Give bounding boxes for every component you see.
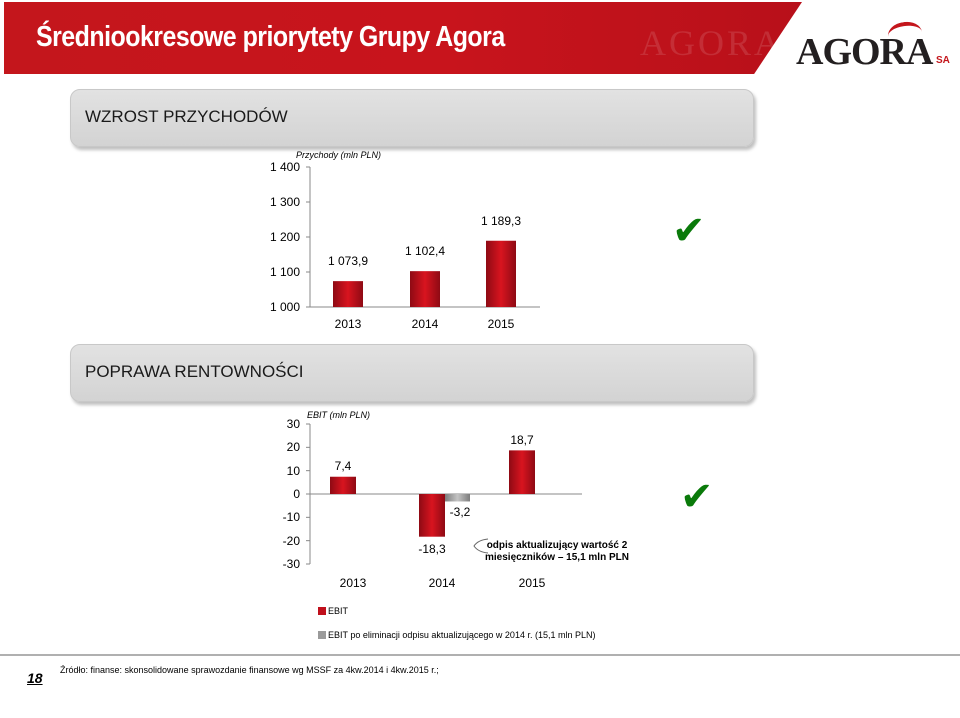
logo-suffix: SA <box>936 55 950 66</box>
data-label: 1 073,9 <box>327 254 369 269</box>
section-banner-revenue <box>70 89 754 147</box>
bar-adjusted <box>445 494 470 501</box>
y-tick-label: -10 <box>282 510 300 525</box>
data-label: 1 189,3 <box>480 213 522 228</box>
y-tick-label: 10 <box>286 463 300 478</box>
x-tick-label: 2013 <box>339 576 367 590</box>
x-tick-label: 2015 <box>487 317 515 331</box>
logo-swoosh-icon <box>886 20 923 48</box>
footer-divider <box>0 654 960 656</box>
data-label: 18,7 <box>510 433 534 447</box>
legend-label: EBIT <box>328 606 349 616</box>
section-title-revenue: WZROST PRZYCHODÓW <box>85 107 288 126</box>
legend-swatch <box>318 631 326 639</box>
bar <box>330 477 356 494</box>
chart-title: Przychody (mln PLN) <box>296 150 382 160</box>
header-watermark: AGORA <box>640 23 784 63</box>
legend-label: EBIT po eliminacji odpisu aktualizującego w 2014 r. (15,1 mln PLN) <box>328 630 596 640</box>
header <box>0 0 960 76</box>
y-tick-label: 1 300 <box>269 195 300 209</box>
logo-text: AGORA <box>796 31 933 73</box>
bar <box>410 271 440 307</box>
source-note: Źródło: finanse: skonsolidowane sprawozdanie finansowe wg MSSF za 4kw.2014 i 4kw.2015 r.; <box>60 665 439 675</box>
bar <box>333 281 363 307</box>
bar <box>486 241 516 307</box>
page-title: Średniookresowe priorytety Grupy Agora <box>36 21 505 53</box>
data-label: 1 102,4 <box>404 244 446 259</box>
x-tick-label: 2015 <box>518 576 546 590</box>
y-tick-label: -30 <box>282 557 300 571</box>
y-tick-label: 1 200 <box>269 230 300 244</box>
chart-title: EBIT (mln PLN) <box>307 410 371 420</box>
y-tick-label: 1 000 <box>269 300 300 314</box>
y-tick-label: 20 <box>286 440 300 455</box>
y-tick-label: -20 <box>282 533 300 548</box>
agora-logo <box>796 30 950 74</box>
annotation-text: odpis aktualizujący wartość 2 miesięczników – 15,1 mln PLN <box>485 540 629 563</box>
y-tick-label: 30 <box>286 417 300 431</box>
bar <box>419 494 445 537</box>
data-label: -3,2 <box>449 505 471 519</box>
section-title-profitability: POPRAWA RENTOWNOŚCI <box>85 362 304 381</box>
bar <box>509 450 535 494</box>
data-label: -18,3 <box>418 542 446 556</box>
y-tick-label: 1 400 <box>269 160 300 174</box>
check-icon: ✔ <box>680 474 714 520</box>
y-tick-label: 0 <box>293 487 300 501</box>
x-tick-label: 2014 <box>411 317 439 331</box>
legend-swatch <box>318 607 326 615</box>
section-banner-profitability <box>70 344 754 402</box>
x-tick-label: 2013 <box>334 317 362 331</box>
page-number: 18 <box>27 670 43 686</box>
data-label: 7,4 <box>334 459 352 473</box>
y-tick-label: 1 100 <box>269 265 300 279</box>
check-icon: ✔ <box>672 208 706 254</box>
x-tick-label: 2014 <box>428 576 456 590</box>
